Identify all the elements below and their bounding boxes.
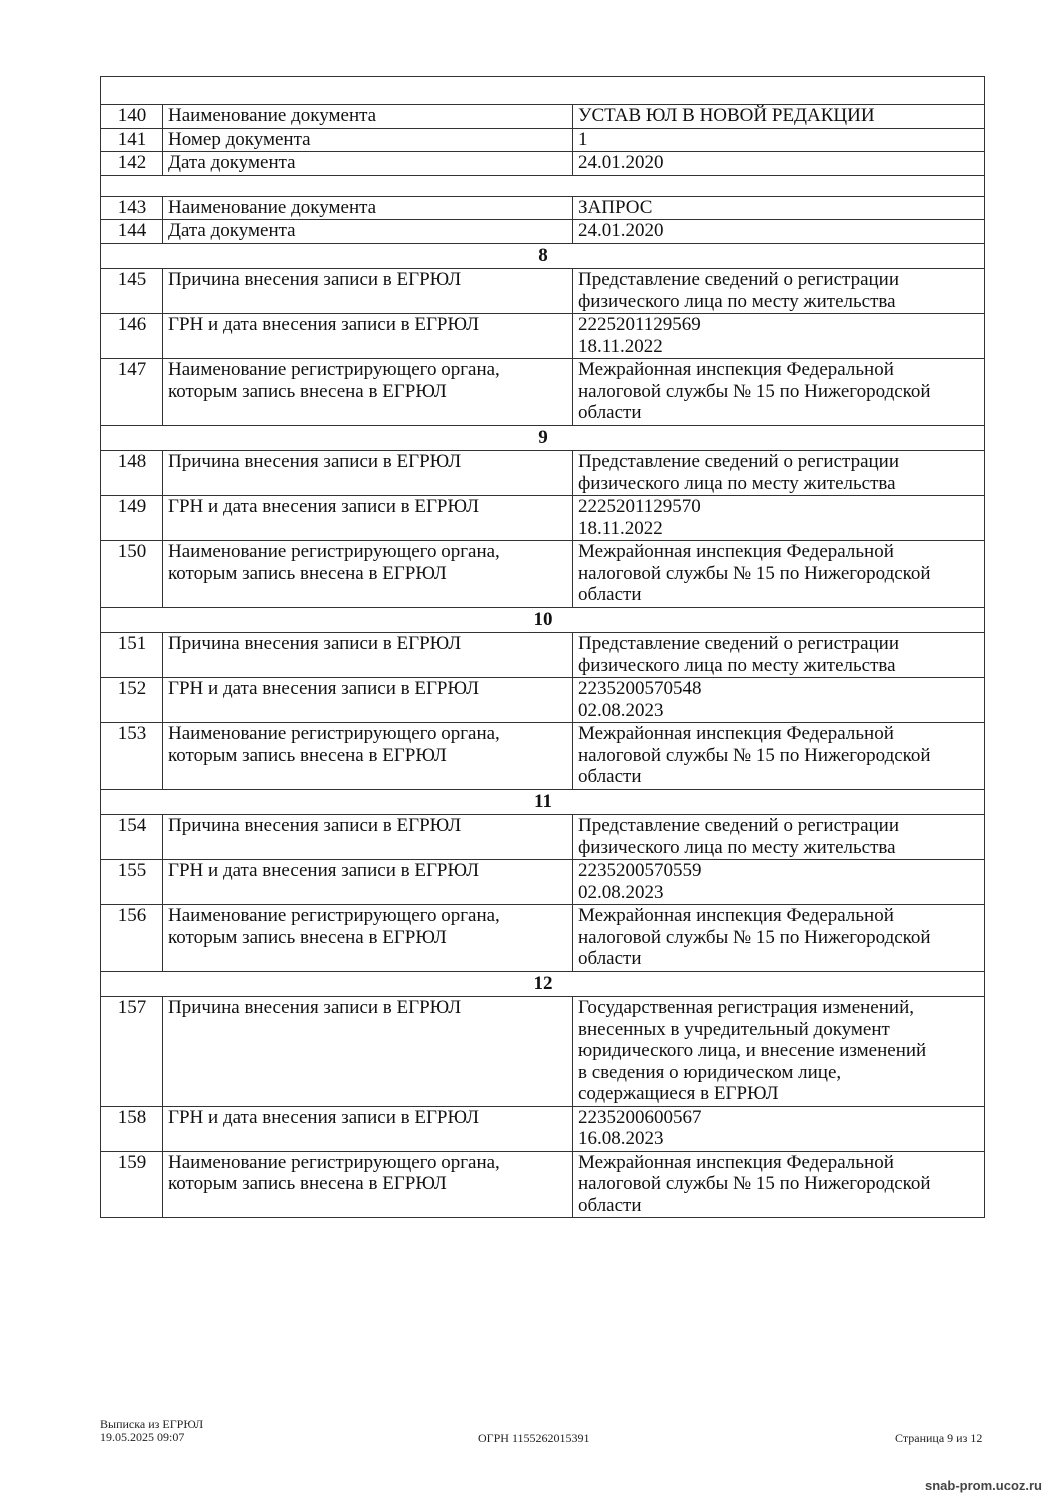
table-row	[101, 269, 985, 314]
table-row	[101, 128, 985, 152]
table-row	[101, 105, 985, 129]
group-header	[101, 789, 985, 815]
table-row	[101, 152, 985, 176]
row-value: Государственная регистрация изменений, внесенных в учредительный документ юридического лица, и внесение изменений в сведения о юридическом лице, содержащиеся в ЕГРЮЛ	[573, 997, 985, 1107]
row-number: 157	[101, 997, 163, 1107]
row-label: Наименование регистрирующего органа, которым запись внесена в ЕГРЮЛ	[163, 541, 573, 608]
row-label: Наименование регистрирующего органа, которым запись внесена в ЕГРЮЛ	[163, 905, 573, 972]
row-number: 144	[101, 220, 163, 244]
row-value: ЗАПРОС	[573, 196, 985, 220]
row-value: Межрайонная инспекция Федеральной налоговой службы № 15 по Нижегородской области	[573, 723, 985, 790]
row-number: 143	[101, 196, 163, 220]
row-label: Дата документа	[163, 152, 573, 176]
row-number: 155	[101, 860, 163, 905]
row-value: Межрайонная инспекция Федеральной налоговой службы № 15 по Нижегородской области	[573, 541, 985, 608]
row-label: ГРН и дата внесения записи в ЕГРЮЛ	[163, 496, 573, 541]
row-value: 2225201129569 18.11.2022	[573, 314, 985, 359]
separator-row	[101, 175, 985, 196]
table-row	[101, 220, 985, 244]
row-number: 154	[101, 815, 163, 860]
table-row	[101, 860, 985, 905]
row-number: 146	[101, 314, 163, 359]
row-number: 152	[101, 678, 163, 723]
group-header	[101, 971, 985, 997]
group-header	[101, 425, 985, 451]
table-row	[101, 815, 985, 860]
footer-doc-info	[100, 1418, 203, 1444]
table-row	[101, 451, 985, 496]
row-number: 141	[101, 128, 163, 152]
row-value: 2235200570548 02.08.2023	[573, 678, 985, 723]
row-number: 153	[101, 723, 163, 790]
table-row	[101, 1106, 985, 1151]
group-number: 8	[101, 243, 985, 269]
group-number: 9	[101, 425, 985, 451]
row-label: Причина внесения записи в ЕГРЮЛ	[163, 269, 573, 314]
row-label: Наименование регистрирующего органа, которым запись внесена в ЕГРЮЛ	[163, 723, 573, 790]
footer-datetime: 19.05.2025 09:07	[100, 1430, 185, 1444]
group-header	[101, 243, 985, 269]
row-number: 156	[101, 905, 163, 972]
row-label: Номер документа	[163, 128, 573, 152]
group-number: 11	[101, 789, 985, 815]
table-row	[101, 496, 985, 541]
row-label: ГРН и дата внесения записи в ЕГРЮЛ	[163, 860, 573, 905]
row-value: 24.01.2020	[573, 152, 985, 176]
row-value: 1	[573, 128, 985, 152]
row-number: 147	[101, 359, 163, 426]
row-number: 145	[101, 269, 163, 314]
row-value: Представление сведений о регистрации физического лица по месту жительства	[573, 815, 985, 860]
row-label: ГРН и дата внесения записи в ЕГРЮЛ	[163, 1106, 573, 1151]
row-value: Представление сведений о регистрации физического лица по месту жительства	[573, 269, 985, 314]
footer-page-number: Страница 9 из 12	[895, 1431, 983, 1445]
table-row	[101, 314, 985, 359]
row-value: 2235200570559 02.08.2023	[573, 860, 985, 905]
row-label: Причина внесения записи в ЕГРЮЛ	[163, 997, 573, 1107]
row-number: 159	[101, 1151, 163, 1218]
table-row	[101, 196, 985, 220]
row-number: 151	[101, 633, 163, 678]
row-number: 158	[101, 1106, 163, 1151]
row-label: ГРН и дата внесения записи в ЕГРЮЛ	[163, 314, 573, 359]
row-label: Наименование документа	[163, 105, 573, 129]
egrul-table	[100, 76, 985, 1218]
group-number: 12	[101, 971, 985, 997]
row-number: 148	[101, 451, 163, 496]
table-row	[101, 359, 985, 426]
table-row	[101, 1151, 985, 1218]
table-row	[101, 633, 985, 678]
watermark: snab-prom.ucoz.ru	[924, 1478, 1042, 1493]
blank-row	[101, 77, 985, 105]
row-value: Представление сведений о регистрации физического лица по месту жительства	[573, 451, 985, 496]
row-number: 140	[101, 105, 163, 129]
row-label: Причина внесения записи в ЕГРЮЛ	[163, 633, 573, 678]
table-row	[101, 905, 985, 972]
row-value: Межрайонная инспекция Федеральной налоговой службы № 15 по Нижегородской области	[573, 905, 985, 972]
row-label: Причина внесения записи в ЕГРЮЛ	[163, 451, 573, 496]
footer-doc-title: Выписка из ЕГРЮЛ	[100, 1417, 204, 1431]
row-value: Межрайонная инспекция Федеральной налоговой службы № 15 по Нижегородской области	[573, 1151, 985, 1218]
table-row	[101, 541, 985, 608]
table-row	[101, 678, 985, 723]
row-value: 2235200600567 16.08.2023	[573, 1106, 985, 1151]
row-value: Представление сведений о регистрации физического лица по месту жительства	[573, 633, 985, 678]
table-row	[101, 723, 985, 790]
row-label: Наименование документа	[163, 196, 573, 220]
row-label: Наименование регистрирующего органа, которым запись внесена в ЕГРЮЛ	[163, 359, 573, 426]
group-number: 10	[101, 607, 985, 633]
row-number: 142	[101, 152, 163, 176]
row-value: 24.01.2020	[573, 220, 985, 244]
row-label: Причина внесения записи в ЕГРЮЛ	[163, 815, 573, 860]
row-number: 149	[101, 496, 163, 541]
row-value: 2225201129570 18.11.2022	[573, 496, 985, 541]
row-value: УСТАВ ЮЛ В НОВОЙ РЕДАКЦИИ	[573, 105, 985, 129]
table-row	[101, 997, 985, 1107]
row-value: Межрайонная инспекция Федеральной налоговой службы № 15 по Нижегородской области	[573, 359, 985, 426]
row-label: Дата документа	[163, 220, 573, 244]
row-label: Наименование регистрирующего органа, которым запись внесена в ЕГРЮЛ	[163, 1151, 573, 1218]
row-number: 150	[101, 541, 163, 608]
row-label: ГРН и дата внесения записи в ЕГРЮЛ	[163, 678, 573, 723]
group-header	[101, 607, 985, 633]
footer-ogrn: ОГРН 1155262015391	[478, 1431, 590, 1445]
